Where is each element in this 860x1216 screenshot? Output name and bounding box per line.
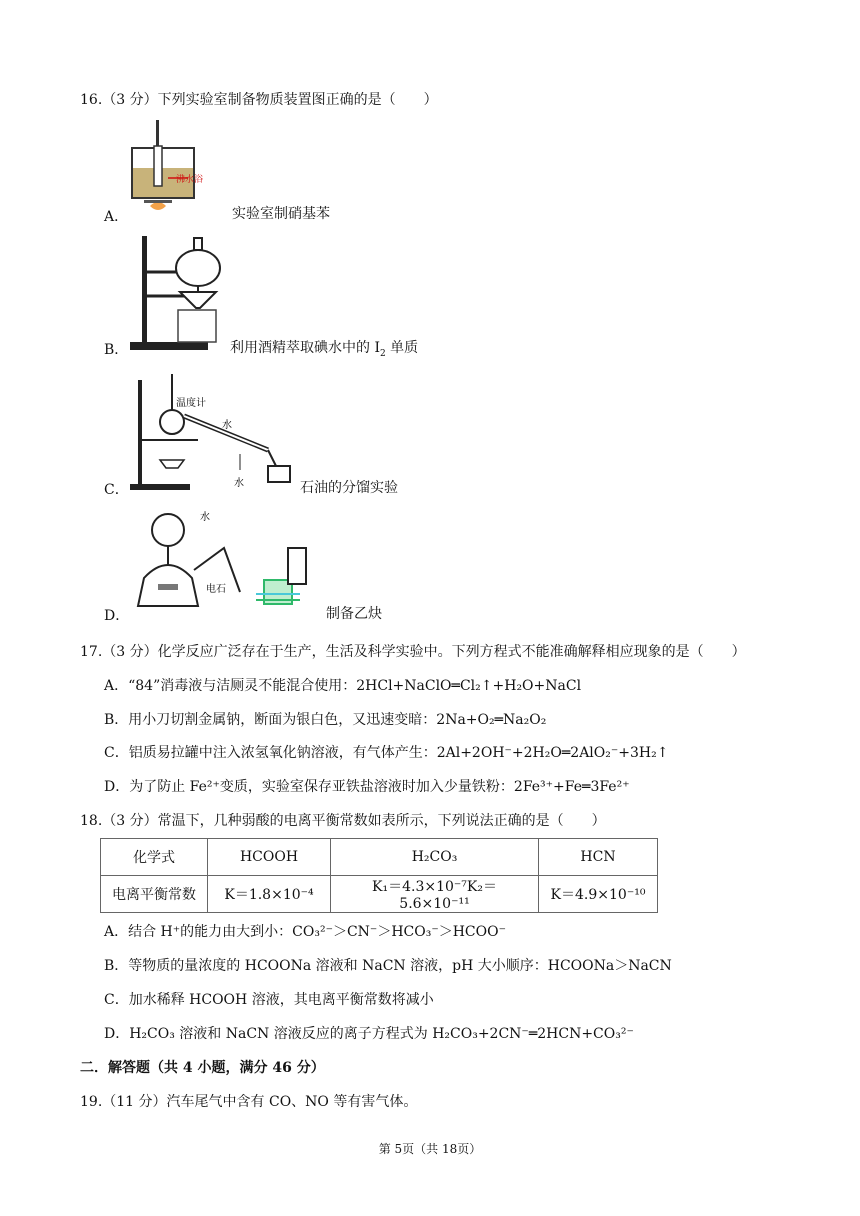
q16-stem: 16.（3 分）下列实验室制备物质装置图正确的是（ ） <box>80 92 438 108</box>
figure-b-separatory-funnel <box>128 230 228 352</box>
ionization-constant-table <box>100 838 658 913</box>
q16-option-b-text: 利用酒精萃取碘水中的 $I_2$ 单质 <box>230 340 419 359</box>
fig-c-label-thermometer: 温度计 <box>176 398 206 409</box>
section-heading: 二．解答题（共 4 小题，满分 46 分） <box>80 1060 325 1076</box>
figure-d-acetylene-generator <box>128 508 328 618</box>
q17-stem: 17.（3 分）化学反应广泛存在于生产，生活及科学实验中。下列方程式不能准确解释相应现象的是（ ） <box>80 644 746 660</box>
table-header-row <box>101 839 658 876</box>
q17-option-c: C．铝质易拉罐中注入浓氢氧化钠溶液，有气体产生：2Al+2OH⁻+2H₂O═2AlO₂⁻+3H₂↑ <box>104 745 669 761</box>
table-header-cell: 化学式 <box>101 839 208 876</box>
q16-option-a-letter: A． <box>104 209 129 225</box>
table-row <box>101 876 658 913</box>
q16-option-c-text: 石油的分馏实验 <box>300 480 398 496</box>
figure-c-distillation <box>128 370 298 492</box>
q17-option-b: B．用小刀切割金属钠，断面为银白色，又迅速变暗：2Na+O₂═Na₂O₂ <box>104 712 547 728</box>
table-header-cell: HCOOH <box>208 839 331 876</box>
table-cell: 电离平衡常数 <box>101 876 208 913</box>
q16-option-b-letter: B． <box>104 342 129 358</box>
figure-a-water-bath <box>128 118 208 218</box>
q16-option-d-letter: D． <box>104 608 130 624</box>
table-header-cell: HCN <box>539 839 658 876</box>
table-header-cell: H₂CO₃ <box>331 839 539 876</box>
fig-d-label-carbide: 电石 <box>206 584 226 595</box>
q18-option-a: A．结合 H⁺的能力由大到小：CO₃²⁻＞CN⁻＞HCO₃⁻＞HCOO⁻ <box>104 924 506 940</box>
q18-option-d: D．H₂CO₃ 溶液和 NaCN 溶液反应的离子方程式为 H₂CO₃+2CN⁻═2HCN+CO₃²⁻ <box>104 1026 634 1042</box>
q18-stem: 18.（3 分）常温下，几种弱酸的电离平衡常数如表所示，下列说法正确的是（ ） <box>80 813 606 829</box>
fig-d-label-water: 水 <box>200 512 210 523</box>
q16-option-a-text: 实验室制硝基苯 <box>232 206 330 222</box>
q16-option-d-text: 制备乙炔 <box>326 606 382 622</box>
q18-option-c: C．加水稀释 HCOOH 溶液，其电离平衡常数将减小 <box>104 992 434 1008</box>
fig-c-label-water-out: 水 <box>222 420 232 431</box>
table-cell: K₁＝4.3×10⁻⁷K₂＝5.6×10⁻¹¹ <box>331 876 539 913</box>
fig-a-label: 沸水浴 <box>176 175 204 185</box>
q18-option-b: B．等物质的量浓度的 HCOONa 溶液和 NaCN 溶液，pH 大小顺序：HCOONa＞NaCN <box>104 958 672 974</box>
table-cell: K＝1.8×10⁻⁴ <box>208 876 331 913</box>
fig-c-label-water-in: 水 <box>234 478 244 489</box>
table-cell: K＝4.9×10⁻¹⁰ <box>539 876 658 913</box>
q17-option-a: A．“84”消毒液与洁厕灵不能混合使用：2HCl+NaClO═Cl₂↑+H₂O+NaCl <box>104 678 582 694</box>
page-footer: 第 5页（共 18页） <box>378 1142 482 1156</box>
q16-option-c-letter: C． <box>104 482 129 498</box>
q19-stem: 19.（11 分）汽车尾气中含有 CO、NO 等有害气体。 <box>80 1094 418 1110</box>
q17-option-d: D．为了防止 Fe²⁺变质，实验室保存亚铁盐溶液时加入少量铁粉：2Fe³⁺+Fe═3Fe²⁺ <box>104 779 630 795</box>
